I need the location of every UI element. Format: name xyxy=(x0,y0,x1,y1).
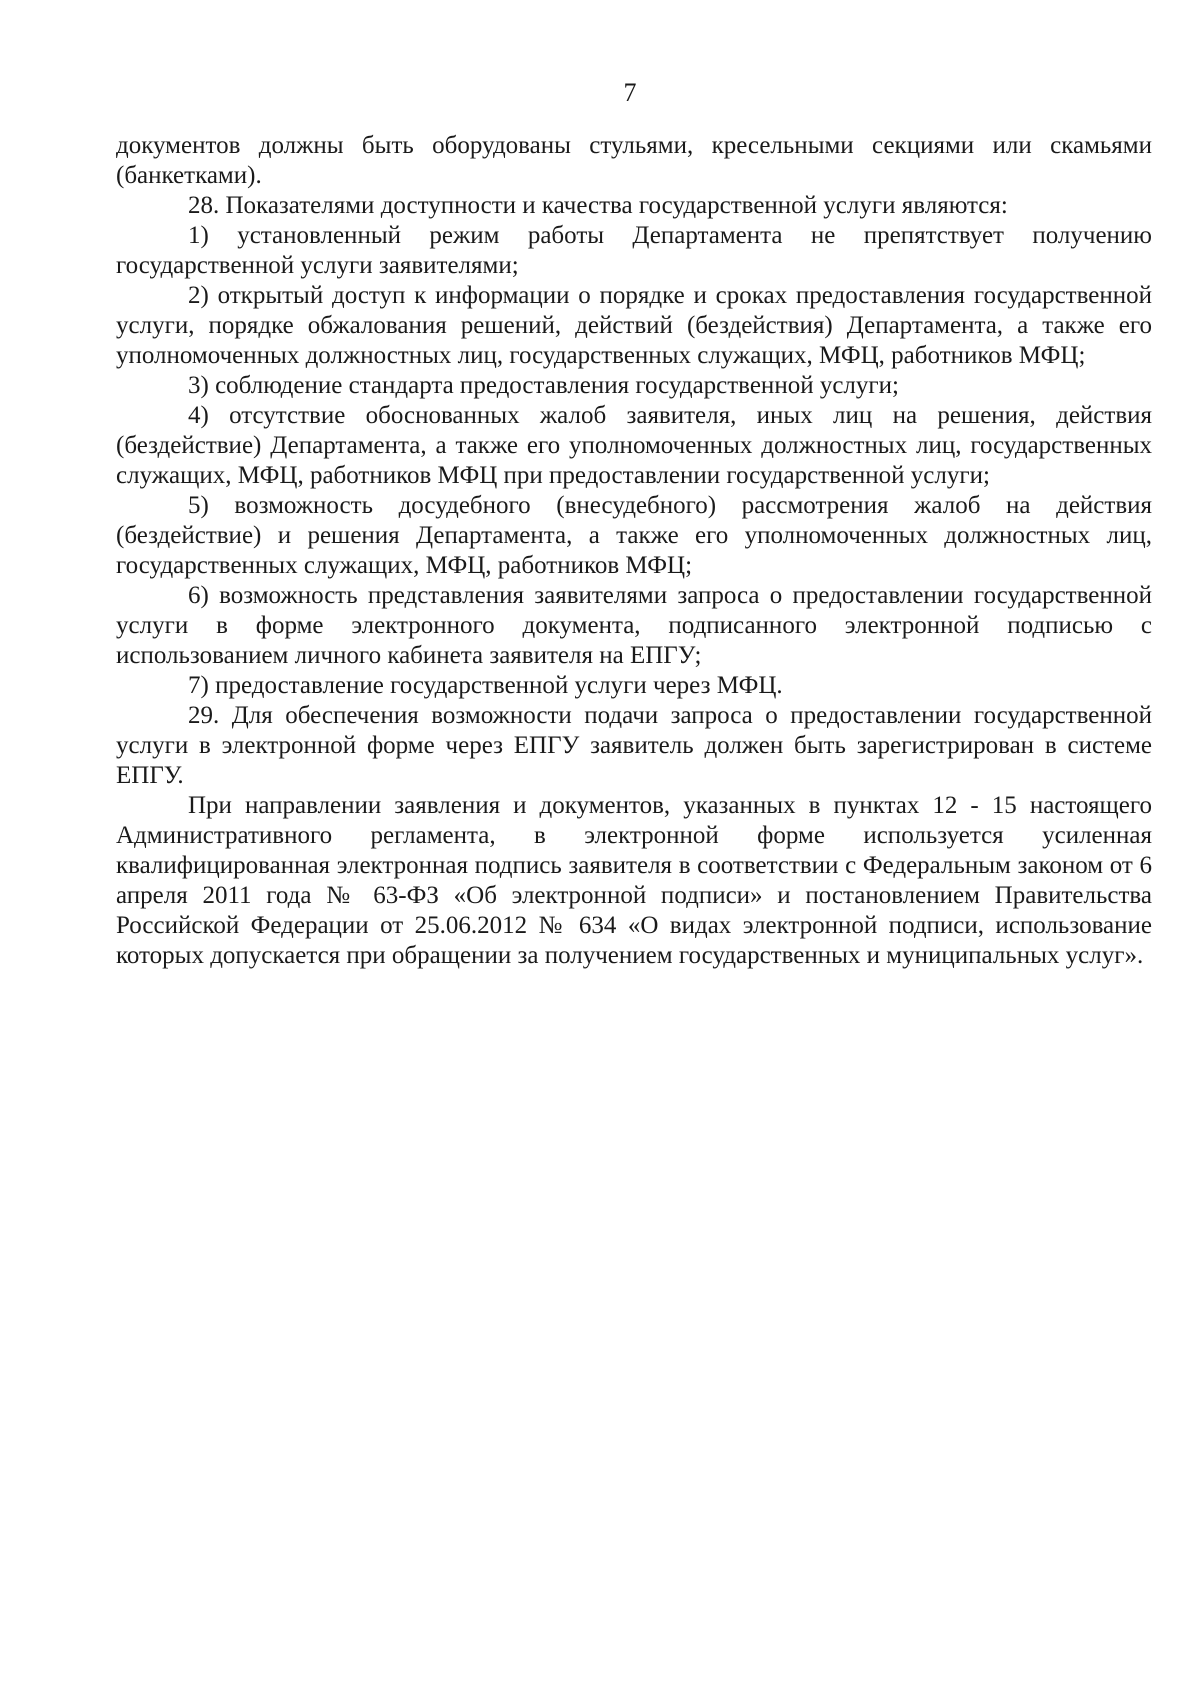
paragraph-subitem-2: 2) открытый доступ к информации о порядке и сроках предоставления государственной услуги, порядке обжалования решений, действий (бездействия) Департамента, а также его уполномоченных должностных лиц, государственных служащих, МФЦ, работников МФЦ; xyxy=(116,282,1152,369)
paragraph-item-29: 29. Для обеспечения возможности подачи запроса о предоставлении государственной услуги в электронной форме через ЕПГУ заявитель должен быть зарегистрирован в системе ЕПГУ. xyxy=(116,702,1152,789)
page-number: 7 xyxy=(623,78,637,107)
paragraph-electronic-signature: При направлении заявления и документов, указанных в пунктах 12 - 15 настоящего Административного регламента, в электронной форме используется усиленная квалифицированная электронная подпись заявителя в соответствии с Федеральным законом от 6 апреля 2011 года № 63-ФЗ «Об электронной подписи» и постановлением Правительства Российской Федерации от 25.06.2012 № 634 «О видах электронной подписи, использование которых допускается при обращении за получением государственных и муниципальных услуг». xyxy=(116,792,1152,969)
paragraph-continuation: документов должны быть оборудованы стульями, кресельными секциями или скамьями (банкетками). xyxy=(116,132,1152,189)
paragraph-item-28: 28. Показателями доступности и качества государственной услуги являются: xyxy=(188,192,1008,219)
paragraph-subitem-6: 6) возможность представления заявителями запроса о предоставлении государственной услуги в форме электронного документа, подписанного электронной подписью с использованием личного кабинета заявителя на ЕПГУ; xyxy=(116,582,1152,669)
paragraph-subitem-5: 5) возможность досудебного (внесудебного) рассмотрения жалоб на действия (бездействие) и решения Департамента, а также его уполномоченных должностных лиц, государственных служащих, МФЦ, работников МФЦ; xyxy=(116,492,1152,579)
document-body xyxy=(116,131,1152,971)
paragraph-subitem-1: 1) установленный режим работы Департамента не препятствует получению государственной услуги заявителями; xyxy=(116,222,1152,279)
paragraph-subitem-7: 7) предоставление государственной услуги через МФЦ. xyxy=(188,672,783,699)
paragraph-subitem-4: 4) отсутствие обоснованных жалоб заявителя, иных лиц на решения, действия (бездействие) Департамента, а также его уполномоченных должностных лиц, государственных служащих, МФЦ, работников МФЦ при предоставлении государственной услуги; xyxy=(116,402,1152,489)
paragraph-subitem-3: 3) соблюдение стандарта предоставления государственной услуги; xyxy=(188,372,899,399)
